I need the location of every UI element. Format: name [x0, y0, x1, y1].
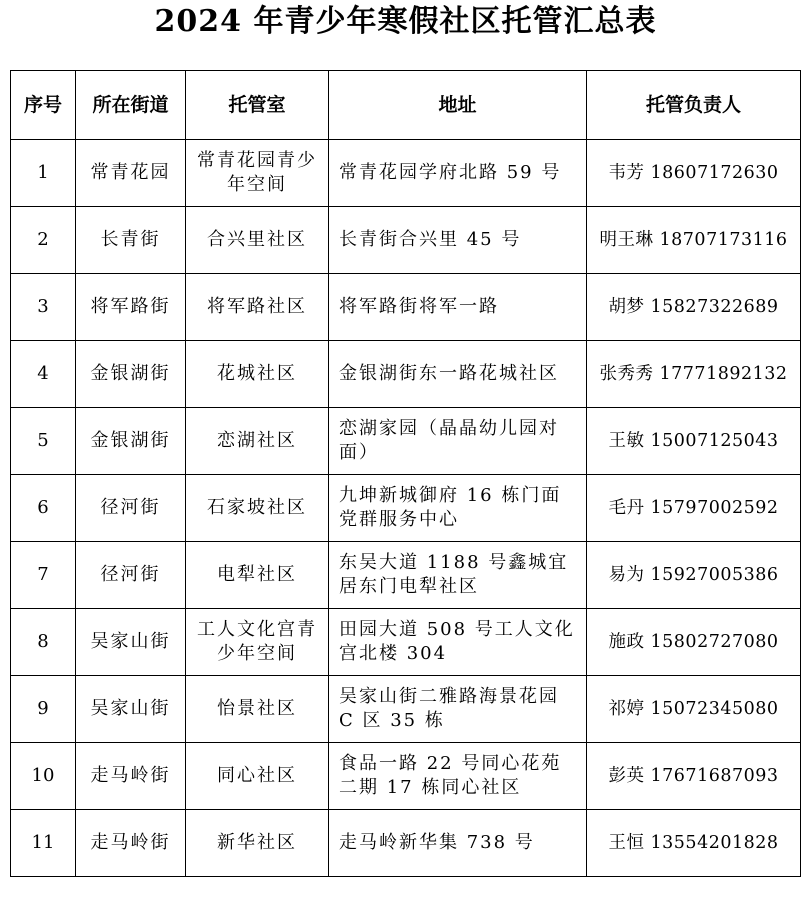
cell-index: 7	[11, 542, 76, 609]
cell-room: 电犁社区	[186, 542, 329, 609]
cell-street: 吴家山街	[76, 609, 186, 676]
cell-index: 5	[11, 408, 76, 475]
header-street: 所在街道	[76, 71, 186, 140]
table-row	[11, 341, 801, 408]
header-address: 地址	[329, 71, 587, 140]
cell-contact: 王恒 13554201828	[587, 810, 801, 877]
cell-address: 九坤新城御府 16 栋门面党群服务中心	[329, 475, 587, 542]
table-row	[11, 274, 801, 341]
cell-contact: 明王琳 18707173116	[587, 207, 801, 274]
table-row	[11, 810, 801, 877]
table-header-row	[11, 71, 801, 140]
table-row	[11, 609, 801, 676]
table-row	[11, 140, 801, 207]
cell-address: 长青街合兴里 45 号	[329, 207, 587, 274]
cell-contact: 胡梦 15827322689	[587, 274, 801, 341]
cell-index: 2	[11, 207, 76, 274]
table-row	[11, 408, 801, 475]
cell-address: 田园大道 508 号工人文化宫北楼 304	[329, 609, 587, 676]
header-contact: 托管负责人	[587, 71, 801, 140]
cell-room: 石家坡社区	[186, 475, 329, 542]
header-room: 托管室	[186, 71, 329, 140]
table-row	[11, 542, 801, 609]
cell-street: 吴家山街	[76, 676, 186, 743]
cell-index: 10	[11, 743, 76, 810]
cell-street: 金银湖街	[76, 408, 186, 475]
cell-index: 8	[11, 609, 76, 676]
cell-address: 将军路街将军一路	[329, 274, 587, 341]
cell-room: 常青花园青少年空间	[186, 140, 329, 207]
cell-contact: 张秀秀 17771892132	[587, 341, 801, 408]
cell-index: 9	[11, 676, 76, 743]
cell-address: 恋湖家园（晶晶幼儿园对面）	[329, 408, 587, 475]
cell-street: 径河街	[76, 542, 186, 609]
cell-street: 将军路街	[76, 274, 186, 341]
cell-room: 恋湖社区	[186, 408, 329, 475]
cell-index: 11	[11, 810, 76, 877]
cell-contact: 彭英 17671687093	[587, 743, 801, 810]
cell-room: 新华社区	[186, 810, 329, 877]
cell-street: 金银湖街	[76, 341, 186, 408]
cell-street: 走马岭街	[76, 810, 186, 877]
cell-street: 常青花园	[76, 140, 186, 207]
summary-table	[10, 70, 801, 877]
cell-street: 径河街	[76, 475, 186, 542]
cell-address: 金银湖街东一路花城社区	[329, 341, 587, 408]
cell-address: 常青花园学府北路 59 号	[329, 140, 587, 207]
cell-street: 长青街	[76, 207, 186, 274]
table-row	[11, 207, 801, 274]
cell-address: 走马岭新华集 738 号	[329, 810, 587, 877]
header-index: 序号	[11, 71, 76, 140]
cell-contact: 韦芳 18607172630	[587, 140, 801, 207]
cell-index: 6	[11, 475, 76, 542]
cell-contact: 祁婷 15072345080	[587, 676, 801, 743]
table-row	[11, 676, 801, 743]
cell-room: 怡景社区	[186, 676, 329, 743]
table-row	[11, 743, 801, 810]
cell-address: 食品一路 22 号同心花苑二期 17 栋同心社区	[329, 743, 587, 810]
cell-address: 吴家山街二雅路海景花园 C 区 35 栋	[329, 676, 587, 743]
cell-street: 走马岭街	[76, 743, 186, 810]
cell-contact: 毛丹 15797002592	[587, 475, 801, 542]
cell-contact: 王敏 15007125043	[587, 408, 801, 475]
cell-room: 花城社区	[186, 341, 329, 408]
cell-contact: 施政 15802727080	[587, 609, 801, 676]
cell-room: 工人文化宫青少年空间	[186, 609, 329, 676]
table-row	[11, 475, 801, 542]
document-title: 2024 年青少年寒假社区托管汇总表	[154, 4, 657, 39]
cell-address: 东吴大道 1188 号鑫城宜居东门电犁社区	[329, 542, 587, 609]
cell-index: 3	[11, 274, 76, 341]
cell-contact: 易为 15927005386	[587, 542, 801, 609]
cell-index: 1	[11, 140, 76, 207]
table-body	[11, 140, 801, 877]
cell-index: 4	[11, 341, 76, 408]
cell-room: 合兴里社区	[186, 207, 329, 274]
cell-room: 将军路社区	[186, 274, 329, 341]
cell-room: 同心社区	[186, 743, 329, 810]
